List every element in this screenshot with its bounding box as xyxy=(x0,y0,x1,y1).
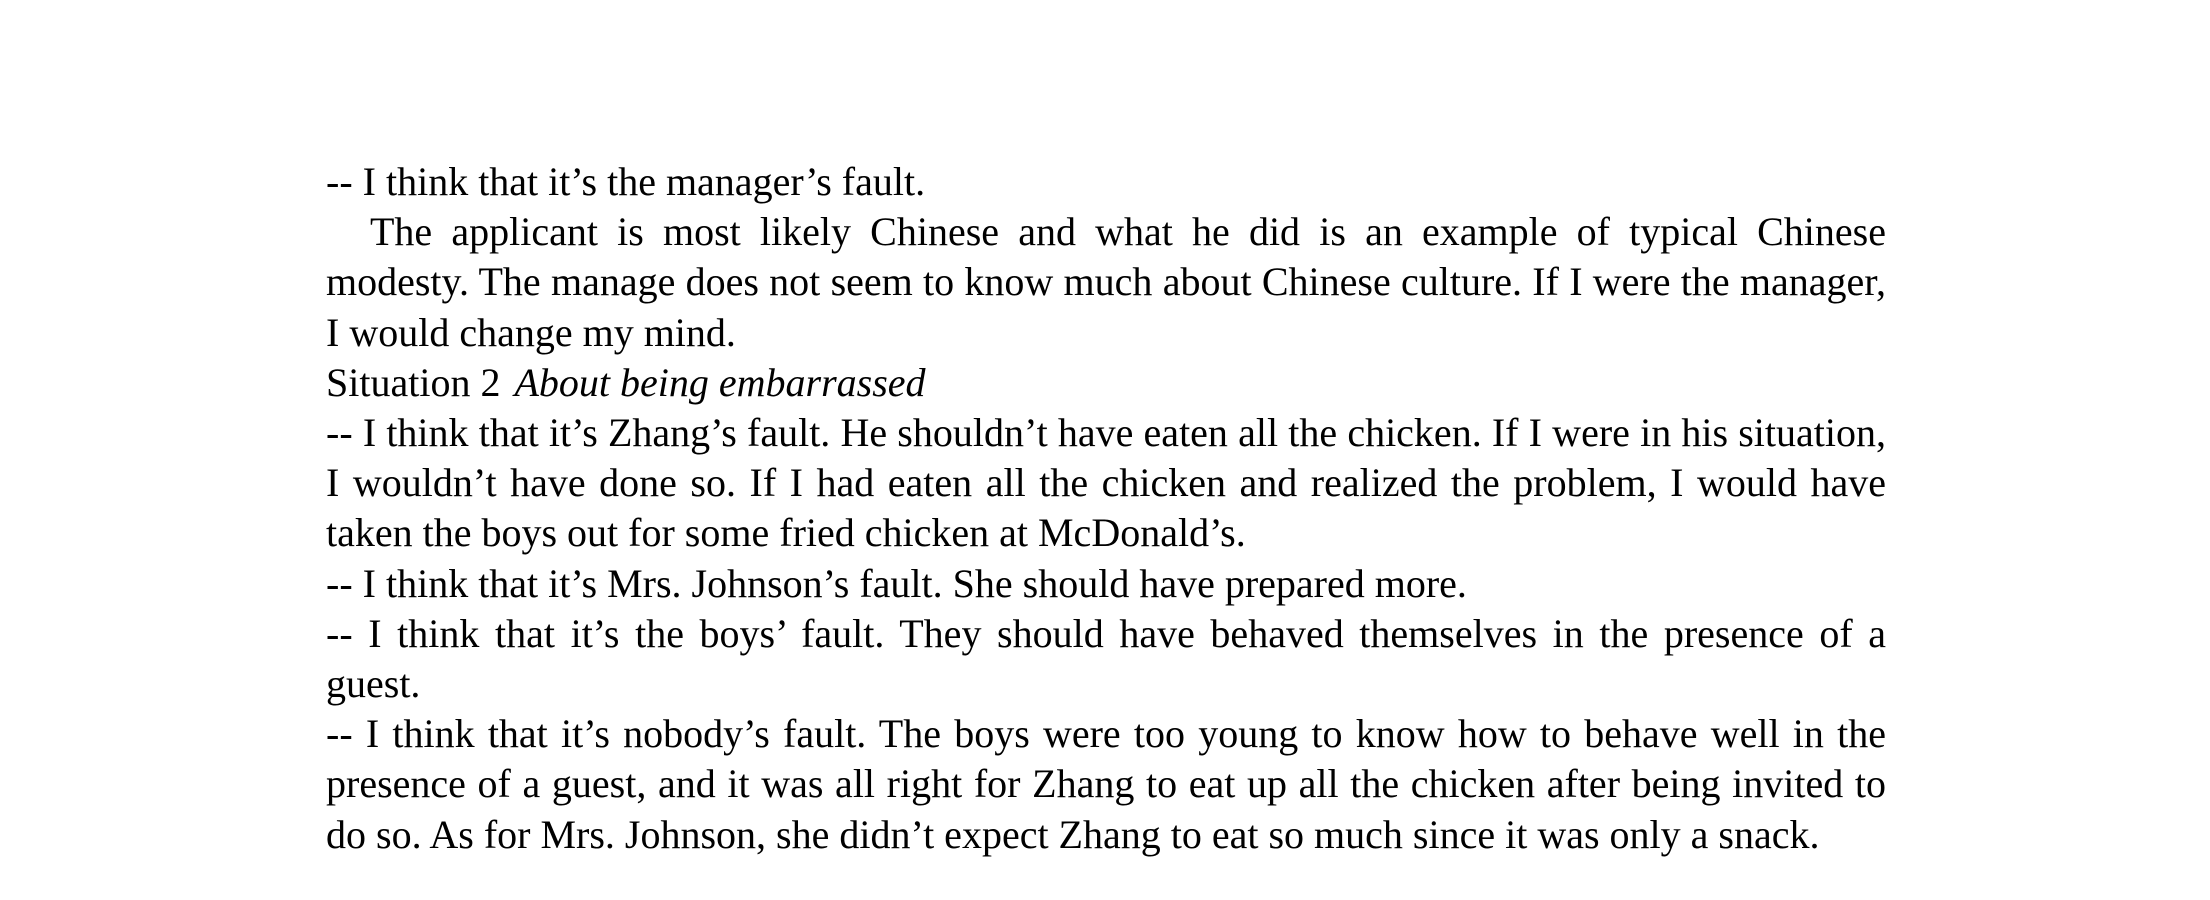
answer-zhang-fault: -- I think that it’s Zhang’s fault. He shouldn’t have eaten all the chicken. If I were in his situation, I wouldn’t have done so. If I had eaten all the chicken and realized the problem, I would have taken the boys out for some fried chicken at McDonald’s. xyxy=(326,410,1886,556)
answer-nobodys-fault: -- I think that it’s nobody’s fault. The boys were too young to know how to behave well in the presence of a guest, and it was all right for Zhang to eat up all the chicken after being invited to do so. As for Mrs. Johnson, she didn’t expect Zhang to eat so much since it was only a snack. xyxy=(326,711,1886,857)
answer-boys-fault: -- I think that it’s the boys’ fault. They should have behaved themselves in the presence of a guest. xyxy=(326,610,1886,707)
manager-explanation-paragraph: The applicant is most likely Chinese and what he did is an example of typical Chinese modesty. The manage does not seem to know much about Chinese culture. If I were the manager, I would change my mind. xyxy=(326,209,1886,355)
situation-topic: About being embarrassed xyxy=(514,359,926,405)
answer-mrs-johnson-fault: -- I think that it’s Mrs. Johnson’s fault. She should have prepared more. xyxy=(326,560,1467,606)
document-body xyxy=(326,157,1886,860)
answer-manager-fault: -- I think that it’s the manager’s fault. xyxy=(326,159,926,204)
situation-heading xyxy=(326,358,1886,408)
situation-label: Situation 2 xyxy=(326,359,501,405)
